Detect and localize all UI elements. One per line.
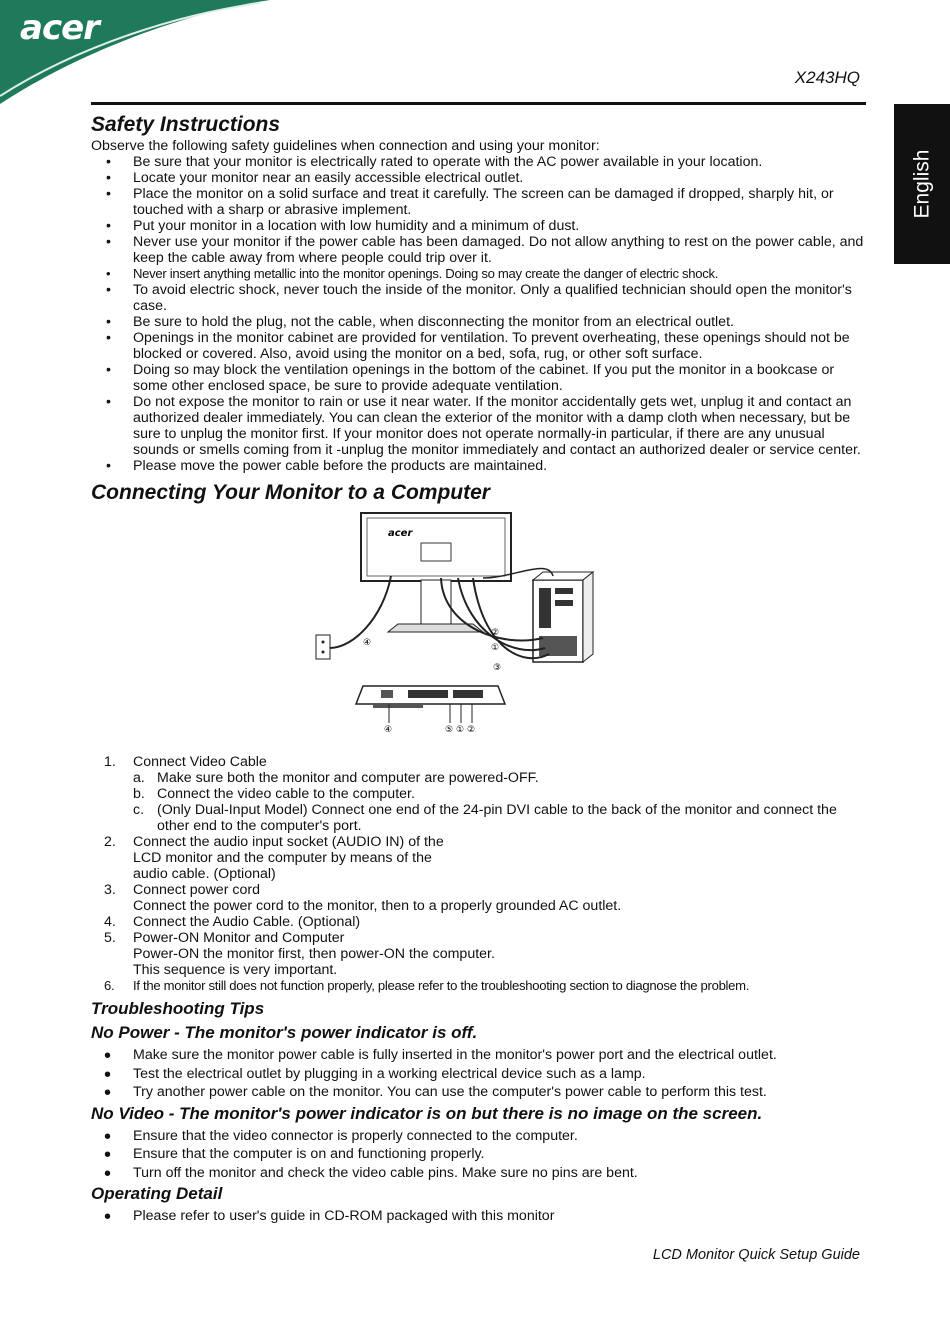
step-line: audio cable. (Optional) <box>133 866 276 882</box>
callout-1: ① <box>491 643 500 653</box>
list-item: • Test the electrical outlet by plugging in a working electrical device such as a lamp. <box>91 1066 866 1082</box>
diagram-brand: acer <box>388 528 413 539</box>
step-substep <box>133 770 866 786</box>
step-number: 6. <box>104 978 115 993</box>
step-line: Connect the audio input socket (AUDIO IN) of the <box>133 834 444 850</box>
model-name: X243HQ <box>794 68 860 87</box>
footer-title: LCD Monitor Quick Setup Guide <box>652 1247 860 1263</box>
step-substep <box>133 786 866 802</box>
operating-list <box>91 1208 866 1224</box>
step-line: This sequence is very important. <box>133 962 338 978</box>
safety-list <box>91 154 866 474</box>
step-line: Connect Video Cable <box>133 754 267 770</box>
step-item <box>91 834 866 882</box>
callout-bottom-2: ② <box>467 725 476 735</box>
safety-title: Safety Instructions <box>91 113 281 136</box>
substep-text: Connect the video cable to the computer. <box>157 786 415 802</box>
page-content <box>91 112 866 1227</box>
step-number: 5. <box>104 930 116 946</box>
language-tab <box>894 104 950 264</box>
list-item: • Openings in the monitor cabinet are provided for ventilation. To prevent overheating, these openings should not be blocked or covered. Also, avoid using the monitor on a bed, sofa, rug, or other soft surface. <box>91 330 866 362</box>
step-number: 1. <box>104 754 116 770</box>
callout-3: ③ <box>493 663 502 673</box>
list-item: • Be sure that your monitor is electrically rated to operate with the AC power available in your location. <box>91 154 866 170</box>
troubleshooting-title: Troubleshooting Tips <box>91 999 265 1018</box>
connection-steps <box>91 754 866 994</box>
step-number: 4. <box>104 914 116 930</box>
step-line: Connect power cord <box>133 882 260 898</box>
list-item: • Never insert anything metallic into the monitor openings. Doing so may create the danger of electric shock. <box>91 266 866 282</box>
no-video-list <box>91 1128 866 1181</box>
list-item: • Try another power cable on the monitor. You can use the computer's power cable to perform this test. <box>91 1084 866 1100</box>
monitor-back <box>361 513 511 581</box>
step-substep <box>133 802 866 834</box>
step-item <box>91 914 866 930</box>
no-power-title: No Power - The monitor's power indicator is off. <box>91 1023 478 1042</box>
operating-title: Operating Detail <box>91 1184 223 1203</box>
callout-2: ② <box>491 628 500 638</box>
step-line: LCD monitor and the computer by means of the <box>133 850 432 866</box>
substep-letter: a. <box>133 770 145 786</box>
list-item: • Be sure to hold the plug, not the cable, when disconnecting the monitor from an electrical outlet. <box>91 314 866 330</box>
wall-outlet <box>316 635 330 659</box>
list-item: • Turn off the monitor and check the video cable pins. Make sure no pins are bent. <box>91 1165 866 1181</box>
list-item: • Put your monitor in a location with low humidity and a minimum of dust. <box>91 218 866 234</box>
step-line: Power-ON Monitor and Computer <box>133 930 345 946</box>
list-item: • Place the monitor on a solid surface and treat it carefully. The screen can be damaged if dropped, sharply hit, or touched with a sharp or abrasive implement. <box>91 186 866 218</box>
callout-4: ④ <box>363 638 372 648</box>
connection-diagram-area <box>91 506 866 754</box>
callout-bottom-5: ⑤ <box>445 725 454 735</box>
list-item: • Never use your monitor if the power cable has been damaged. Do not allow anything to rest on the power cable, and keep the cable away from where people could trip over it. <box>91 234 866 266</box>
header-divider <box>91 102 866 105</box>
step-line: Connect the power cord to the monitor, then to a properly grounded AC outlet. <box>133 898 622 914</box>
step-line: Connect the Audio Cable. (Optional) <box>133 914 361 930</box>
no-video-title: No Video - The monitor's power indicator is on but there is no image on the screen. <box>91 1103 763 1123</box>
list-item: • Ensure that the computer is on and functioning properly. <box>91 1146 866 1162</box>
step-number: 3. <box>104 882 116 898</box>
step-item <box>91 978 866 994</box>
step-item <box>91 882 866 914</box>
list-item: • Do not expose the monitor to rain or use it near water. If the monitor accidentally gets wet, unplug it and contact an authorized dealer immediately. You can clean the exterior of the monitor with a damp cloth when necessary, but be sure to unplug the monitor first. If your monitor does not operate normally-in particular, if there are any unusual sounds or smells coming from it -unplug the monitor immediately and contact an authorized dealer or service center. <box>91 394 866 458</box>
step-line: Power-ON the monitor first, then power-ON the computer. <box>133 946 495 962</box>
step-line: If the monitor still does not function properly, please refer to the troubleshooting section to diagnose the problem. <box>133 978 750 993</box>
acer-logo: acer <box>20 8 99 48</box>
list-item: • Make sure the monitor power cable is fully inserted in the monitor's power port and the electrical outlet. <box>91 1047 866 1063</box>
list-item: • Locate your monitor near an easily accessible electrical outlet. <box>91 170 866 186</box>
connecting-title: Connecting Your Monitor to a Computer <box>91 481 490 504</box>
connection-diagram <box>313 508 613 738</box>
list-item: • Ensure that the video connector is properly connected to the computer. <box>91 1128 866 1144</box>
substep-letter: b. <box>133 786 145 802</box>
step-item <box>91 754 866 834</box>
step-number: 2. <box>104 834 116 850</box>
no-power-list <box>91 1047 866 1100</box>
substep-text: (Only Dual-Input Model) Connect one end of the 24-pin DVI cable to the back of the monitor and connect the other end to the computer's port. <box>157 802 837 834</box>
safety-intro: Observe the following safety guidelines when connection and using your monitor: <box>91 138 600 154</box>
callout-bottom-1: ① <box>456 725 465 735</box>
substep-text: Make sure both the monitor and computer are powered-OFF. <box>157 770 539 786</box>
step-item <box>91 930 866 978</box>
list-item: • Please move the power cable before the products are maintained. <box>91 458 866 474</box>
language-tab-label: English <box>910 149 934 219</box>
callout-bottom-4: ④ <box>384 725 393 735</box>
substep-letter: c. <box>133 802 145 818</box>
list-item: • Please refer to user's guide in CD-ROM packaged with this monitor <box>91 1208 866 1224</box>
list-item: • To avoid electric shock, never touch the inside of the monitor. Only a qualified technician should open the monitor's case. <box>91 282 866 314</box>
list-item: • Doing so may block the ventilation openings in the bottom of the cabinet. If you put the monitor in a bookcase or some other enclosed space, be sure to provide adequate ventilation. <box>91 362 866 394</box>
